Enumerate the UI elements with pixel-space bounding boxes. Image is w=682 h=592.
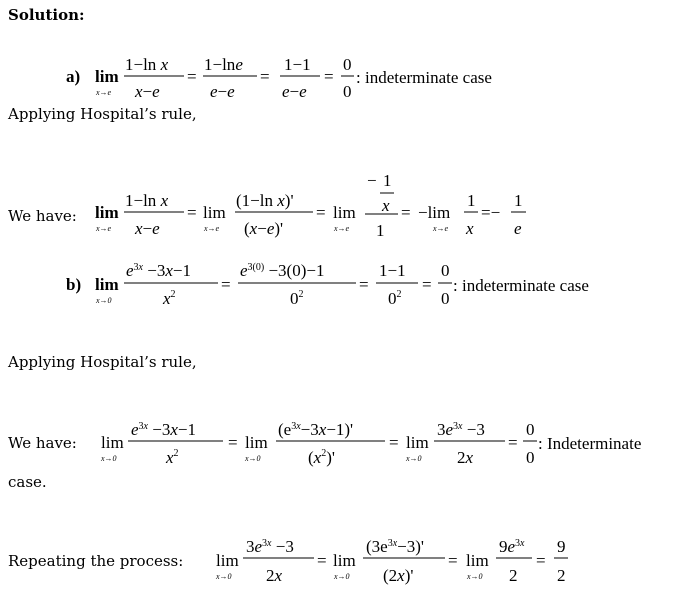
- repeating-process: Repeating the process:: [8, 552, 184, 570]
- svg-text:3e3x −3: $3e^{3x} -3$: [437, 420, 485, 439]
- svg-text:x→e: x→e: [204, 224, 220, 233]
- svg-text:=: =: [401, 203, 411, 222]
- svg-text:=: =: [359, 275, 369, 294]
- svg-text:02: $0^2$: [388, 289, 402, 308]
- svg-text:1−ln x: 1−ln x: [125, 191, 169, 210]
- svg-text:=: =: [187, 203, 197, 222]
- svg-text:=: =: [536, 551, 546, 570]
- svg-text:x→0: x→0: [216, 572, 232, 581]
- svg-text:x→0: x→0: [101, 454, 117, 463]
- svg-text:(x2)': $(x^2)'$: [308, 448, 335, 467]
- svg-text:3e3x −3: $3e^{3x} -3$: [246, 537, 294, 556]
- svg-text:lim: lim: [95, 275, 119, 294]
- svg-text:(1−ln x)': (1−ln x)': [236, 191, 294, 210]
- svg-text:=: =: [389, 433, 399, 452]
- svg-text:0: 0: [441, 289, 450, 308]
- svg-text:=: =: [187, 67, 197, 86]
- svg-text:0: 0: [526, 448, 535, 467]
- case-text-a: : indeterminate case: [356, 68, 492, 87]
- applying-hospital-a: Applying Hospital’s rule,: [8, 105, 197, 123]
- svg-text:2: 2: [557, 566, 566, 585]
- case-text-b: : indeterminate case: [453, 276, 589, 295]
- svg-text:(2x)': (2x)': [383, 566, 414, 585]
- part-a-label: a): [66, 67, 81, 86]
- svg-text:=: =: [260, 67, 270, 86]
- applying-hospital-b: Applying Hospital’s rule,: [8, 353, 197, 371]
- svg-text:1−ln x: 1−ln x: [125, 55, 169, 74]
- svg-text:lim: lim: [333, 203, 356, 222]
- svg-text:=: =: [324, 67, 334, 86]
- svg-text:−: −: [367, 171, 377, 190]
- svg-text:x→0: x→0: [96, 296, 112, 305]
- svg-text:x2: $x^2$: [166, 448, 179, 467]
- svg-text:2x: 2x: [266, 566, 283, 585]
- svg-text:lim: lim: [216, 551, 239, 570]
- equation-b-repeat: [215, 537, 568, 585]
- svg-text:=: =: [228, 433, 238, 452]
- svg-text:1: 1: [514, 191, 523, 210]
- svg-text:=: =: [508, 433, 518, 452]
- svg-text:x−e: x−e: [135, 82, 160, 101]
- part-b-label: b): [66, 275, 82, 294]
- svg-text:1: 1: [383, 171, 392, 190]
- svg-text:x2: $x^2$: [163, 289, 176, 308]
- svg-text:=: =: [448, 551, 458, 570]
- svg-text:=: =: [317, 551, 327, 570]
- we-have-b: We have:: [8, 434, 77, 452]
- svg-text:lim: lim: [406, 433, 429, 452]
- svg-text:1: 1: [467, 191, 476, 210]
- svg-text:x→e: x→e: [334, 224, 350, 233]
- svg-text:e−e: e−e: [282, 82, 307, 101]
- svg-text:=: =: [422, 275, 432, 294]
- svg-text:0: 0: [441, 261, 450, 280]
- svg-text:2: 2: [509, 566, 518, 585]
- indeterminate-text: : Indeterminate: [538, 434, 642, 453]
- svg-text:1−lne: 1−lne: [204, 55, 243, 74]
- svg-text:2x: 2x: [457, 448, 474, 467]
- svg-text:lim: lim: [95, 203, 119, 222]
- svg-text:=−: =−: [481, 203, 501, 222]
- equation-a-setup: [66, 55, 492, 101]
- svg-text:9: 9: [557, 537, 566, 556]
- svg-text:lim: lim: [333, 551, 356, 570]
- svg-text:(e3x−3x−1)': $(e^{3x}-3x-1)'$: [278, 420, 354, 439]
- svg-text:e−e: e−e: [210, 82, 235, 101]
- svg-text:(x−e)': (x−e)': [244, 219, 284, 238]
- svg-text:x→0: x→0: [406, 454, 422, 463]
- svg-text:x→0: x→0: [467, 572, 483, 581]
- equation-b-setup: [66, 261, 589, 308]
- we-have-a: We have:: [8, 207, 77, 225]
- svg-text:x−e: x−e: [135, 219, 160, 238]
- svg-text:=: =: [221, 275, 231, 294]
- svg-text:x→e: x→e: [433, 224, 449, 233]
- equation-b-hospital: [100, 420, 641, 467]
- svg-text:=: =: [316, 203, 326, 222]
- svg-text:x→e: x→e: [96, 224, 112, 233]
- svg-text:1−1: 1−1: [379, 261, 406, 280]
- svg-text:02: $0^2$: [290, 289, 304, 308]
- svg-text:lim: lim: [95, 67, 119, 86]
- svg-text:(3e3x−3)': $(3e^{3x}-3)'$: [366, 537, 424, 556]
- svg-text:x: x: [466, 219, 474, 238]
- svg-text:9e3x: $9e^{3x}$: [499, 537, 525, 556]
- svg-text:lim: lim: [203, 203, 226, 222]
- svg-text:0: 0: [526, 420, 535, 439]
- svg-text:x: x: [382, 196, 390, 215]
- equation-a-hospital: [95, 171, 526, 240]
- solution-heading: Solution:: [8, 6, 85, 24]
- svg-text:1: 1: [376, 221, 385, 240]
- svg-text:x→e: x→e: [96, 88, 112, 97]
- svg-text:−lim: −lim: [418, 203, 451, 222]
- svg-text:x→0: x→0: [334, 572, 350, 581]
- svg-text:lim: lim: [466, 551, 489, 570]
- svg-text:e: e: [514, 219, 522, 238]
- svg-text:lim: lim: [101, 433, 124, 452]
- svg-text:e3(0) −3(0)−1: $e^{3(0)} -3(0)-1$: [240, 261, 325, 280]
- svg-text:e3x −3x−1: $e^{3x} -3x-1$: [131, 420, 196, 439]
- svg-text:1−1: 1−1: [284, 55, 311, 74]
- case-word: case.: [8, 473, 47, 491]
- svg-text:0: 0: [343, 82, 352, 101]
- svg-text:lim: lim: [245, 433, 268, 452]
- svg-text:0: 0: [343, 55, 352, 74]
- svg-text:e3x −3x−1: $e^{3x} -3x-1$: [126, 261, 191, 280]
- svg-text:x→0: x→0: [245, 454, 261, 463]
